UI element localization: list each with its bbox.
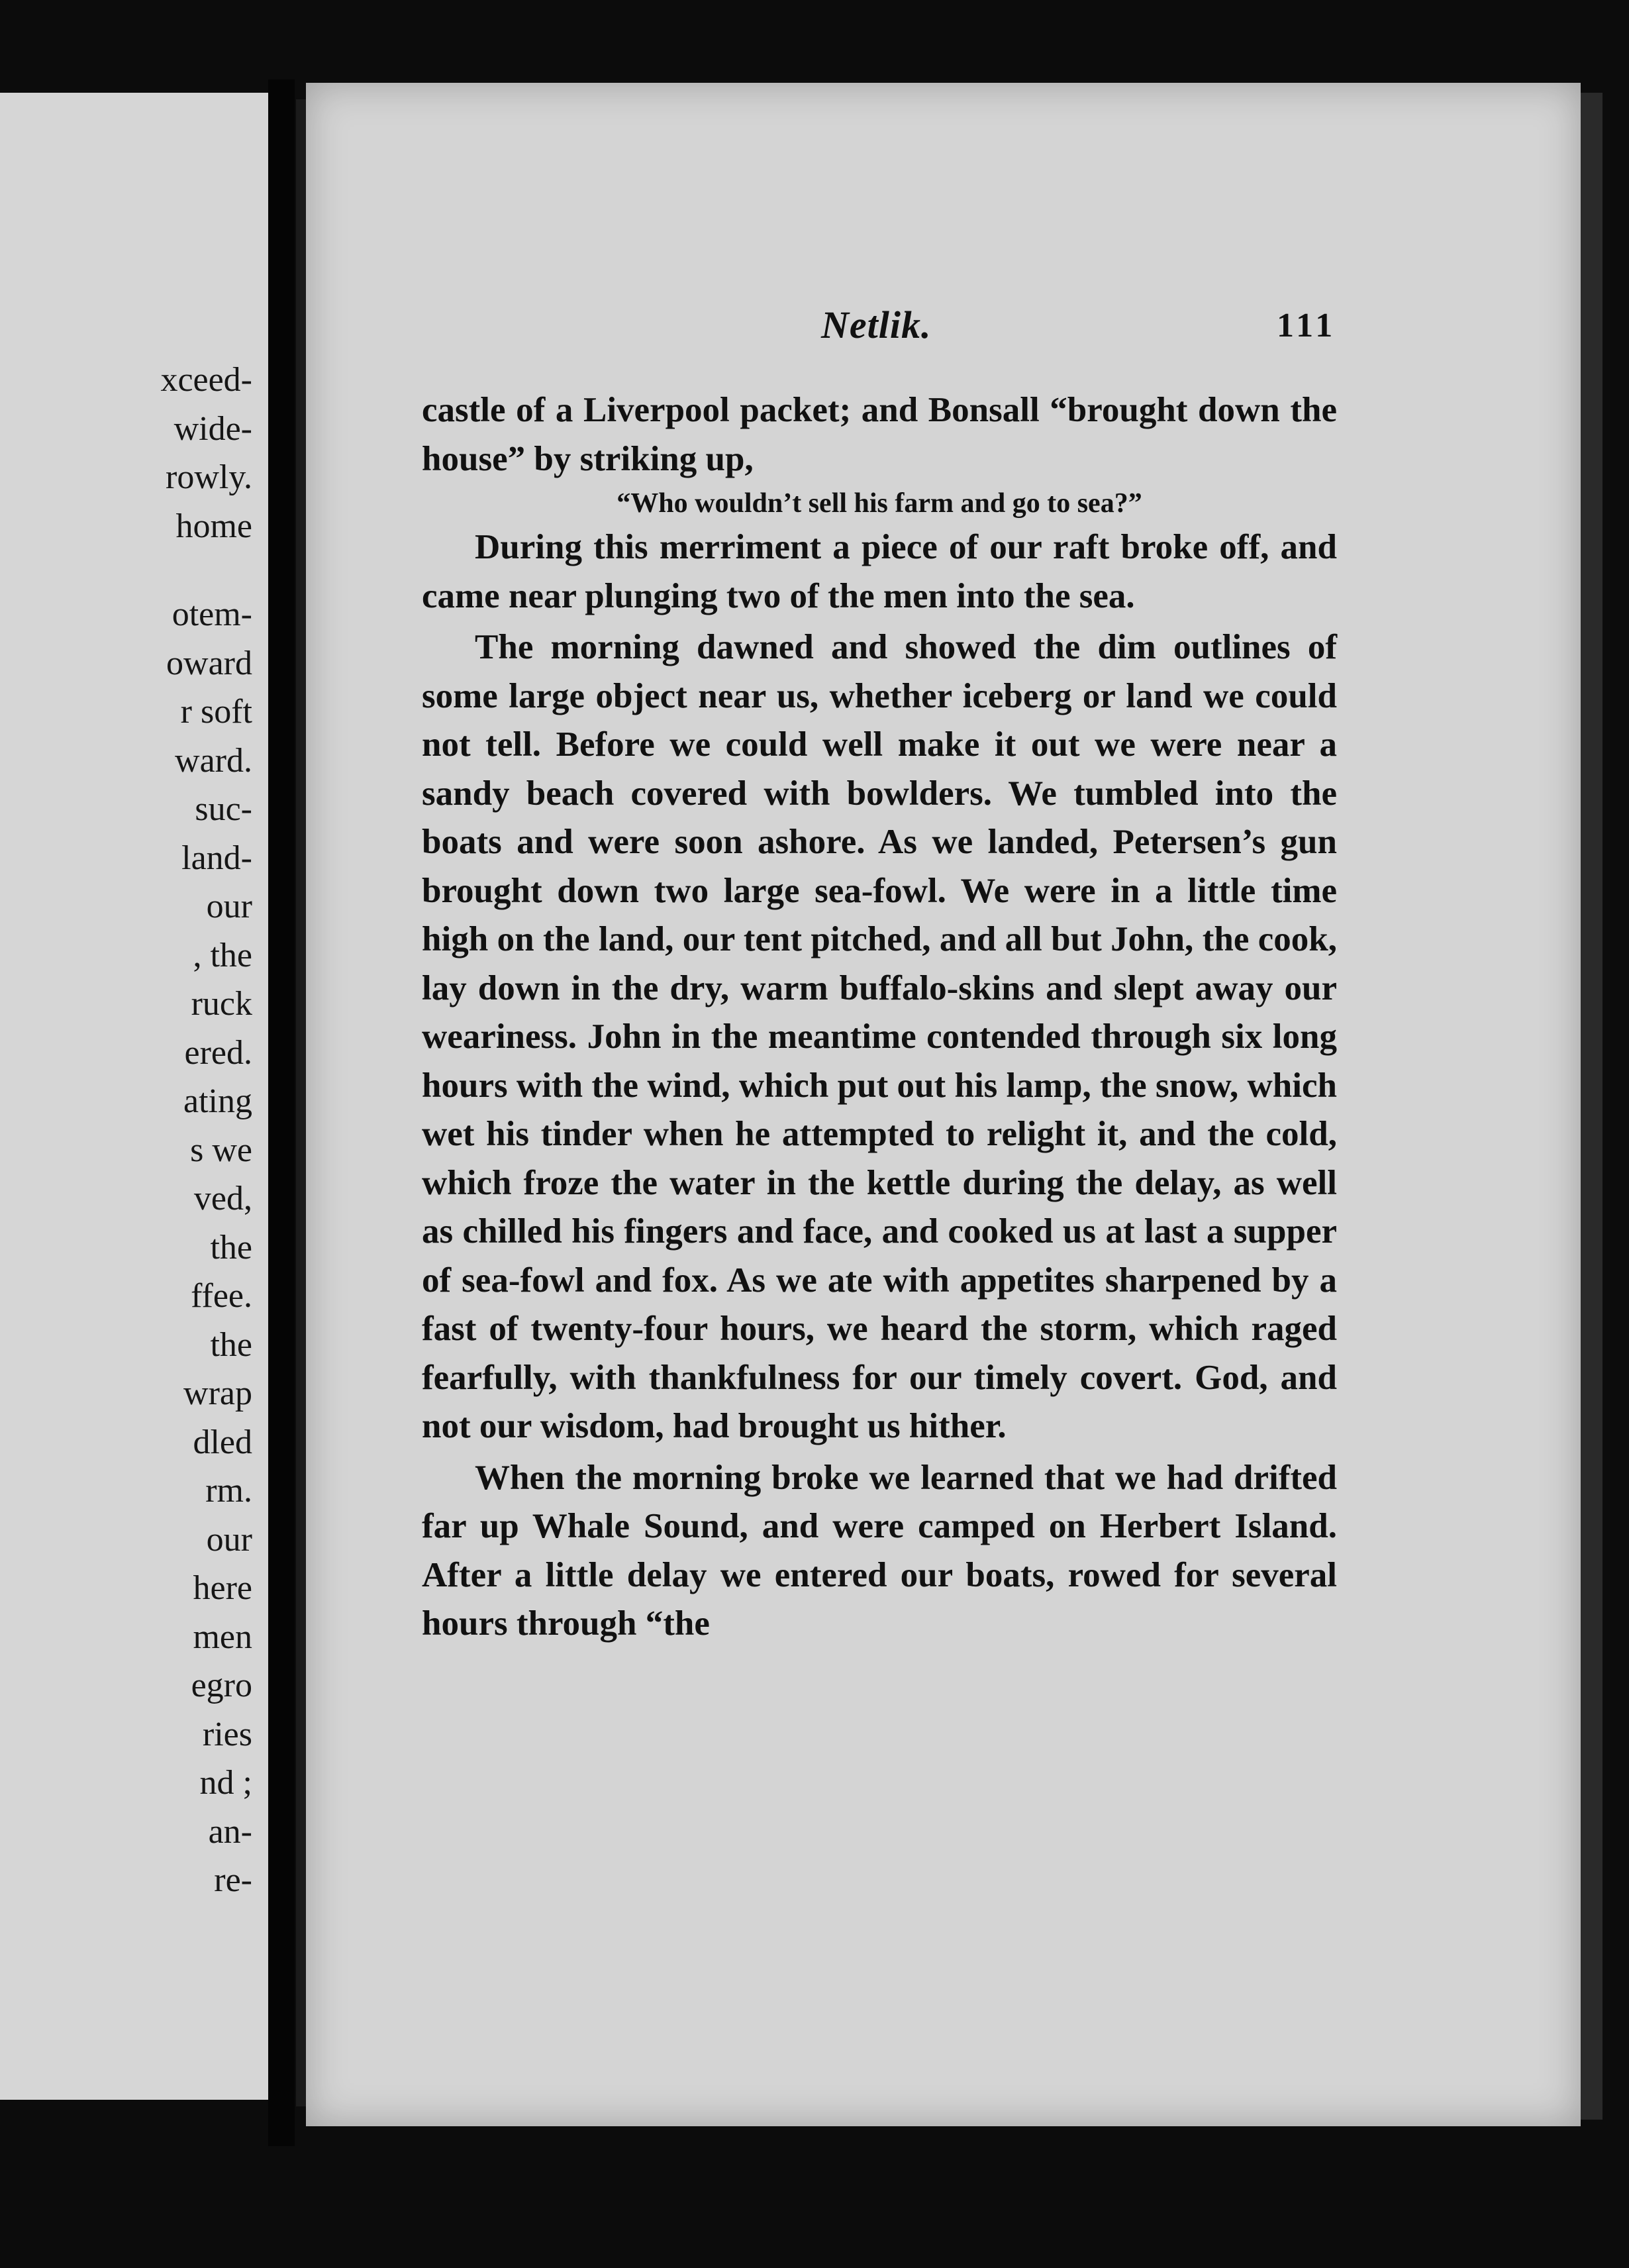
paragraph-merriment: During this merriment a piece of our raft broke off, and came near plunging two of the men into the sea. xyxy=(422,528,1337,615)
left-page-text-fragments xyxy=(54,356,252,1905)
left-page-line: here xyxy=(193,1569,252,1607)
left-page-line: s we xyxy=(190,1131,252,1169)
left-page-line: suc- xyxy=(195,790,252,828)
book-gutter xyxy=(268,79,295,2146)
running-title: Netlik. xyxy=(821,303,932,346)
left-page-line: land- xyxy=(181,839,252,877)
left-page-fragment xyxy=(0,93,268,2100)
left-page-line: r soft xyxy=(180,693,252,731)
paragraph-morning-broke: When the morning broke we learned that we had drifted far up Whale Sound, and were camped on Herbert Island. After a little delay we entered our boats, rowed for several hours through “the xyxy=(422,1458,1337,1643)
left-page-line: ffee. xyxy=(191,1277,252,1315)
left-page-line: dled xyxy=(193,1423,252,1461)
left-page-line: rm. xyxy=(205,1472,252,1510)
left-page-line: otem- xyxy=(172,595,252,633)
left-page-line: ating xyxy=(183,1082,252,1120)
left-page-line: wrap xyxy=(183,1374,252,1412)
page-header xyxy=(0,303,1629,356)
left-page-line: xceed- xyxy=(160,361,252,399)
opening-paragraph: castle of a Liverpool packet; and Bonsall “brought down the house” by striking up, xyxy=(422,391,1337,478)
left-page-line: re- xyxy=(214,1861,252,1899)
left-page-line: our xyxy=(206,888,252,925)
left-page-line: oward xyxy=(166,644,252,682)
left-page-line: ries xyxy=(202,1715,252,1753)
body-text xyxy=(422,386,1337,1649)
left-page-line: nd ; xyxy=(199,1764,252,1802)
left-page-line: home xyxy=(175,507,252,545)
paragraph-morning-dawned: The morning dawned and showed the dim outlines of some large object near us, whether iceberg or land we could not tell. Before we could well make it out we were near a sandy beach covered with bowlders. We tumbled into the boats and were soon ashore. As we landed, Petersen’s gun brought down two large sea-fowl. We were in a little time high on the land, our tent pitched, and all but John, the cook, lay down in the dry, warm buffalo-skins and slept away our weariness. John in the meantime contended through six long hours with the wind, which put out his lamp, the snow, which wet his tinder when he attempted to relight it, and the cold, which froze the water in the kettle during the delay, as well as chilled his fingers and face, and cooked us at last a supper of sea-fowl and fox. As we ate with appetites sharpened by a fast of twenty-four hours, we heard the storm, which raged fearfully, with thankfulness for our timely covert. God, and not our wisdom, had brought us hither. xyxy=(422,628,1337,1445)
left-page-line: an- xyxy=(208,1812,252,1851)
left-page-line: ward. xyxy=(175,741,252,780)
left-page-line: ered. xyxy=(184,1033,252,1072)
left-page-line: the xyxy=(210,1325,252,1364)
page-right-edge xyxy=(1581,93,1603,2120)
left-page-line: egro xyxy=(191,1667,252,1704)
left-page-line: the xyxy=(210,1228,252,1266)
left-page-line: ruck xyxy=(191,985,252,1023)
left-page-line: men xyxy=(193,1618,252,1656)
quoted-song-line: “Who wouldn’t sell his farm and go to sea?” xyxy=(617,488,1142,519)
left-page-line: our xyxy=(206,1520,252,1559)
page-number: 111 xyxy=(1277,307,1337,344)
left-page-line: wide- xyxy=(173,409,252,448)
left-page-line: , the xyxy=(193,936,252,974)
left-page-line xyxy=(54,550,252,590)
left-page-line: rowly. xyxy=(166,458,252,496)
left-page-line: ved, xyxy=(193,1180,252,1217)
